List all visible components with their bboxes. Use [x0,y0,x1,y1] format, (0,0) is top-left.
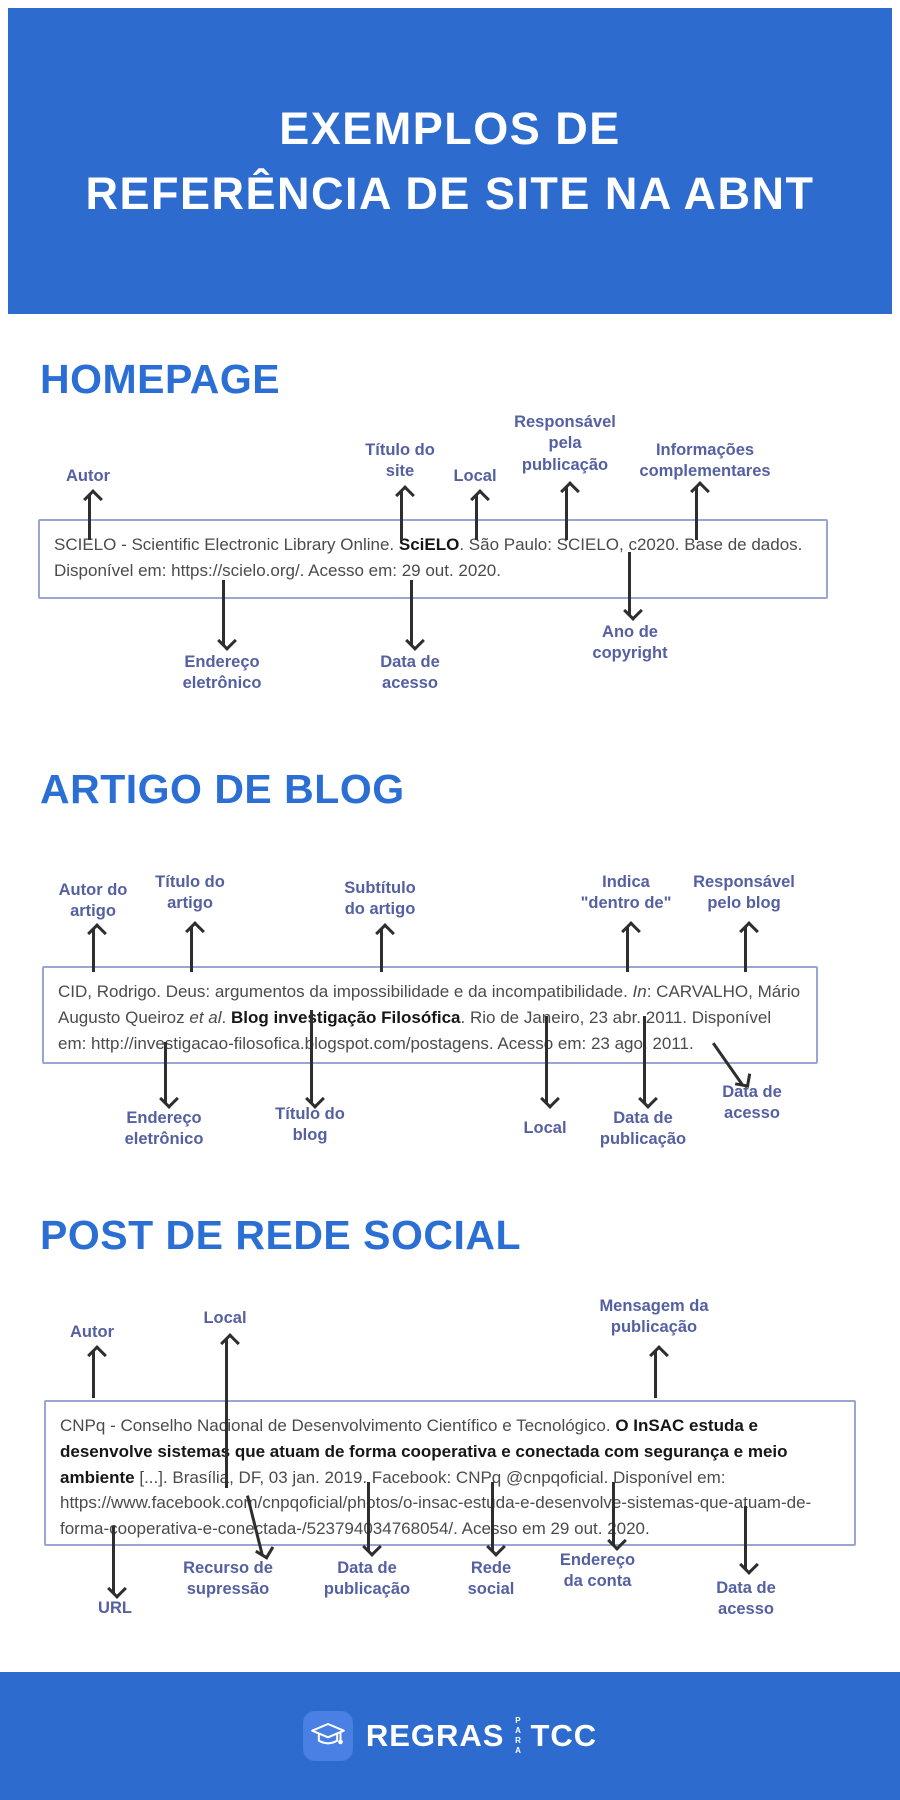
arrow-down-url [112,1526,115,1594]
label-titulo-do-site: Título do site [365,441,435,481]
graduation-cap-icon [308,1714,348,1759]
arrow-up-titulo-do-artigo [190,926,193,972]
arrow-up-autor-post [92,1350,95,1398]
label-recurso-de-supressao: Recurso de supressão [183,1559,273,1599]
arrow-down-ano-de-copyright [628,552,631,616]
arrow-down-data-de-publicacao-blog [643,1016,646,1104]
arrow-up-local-post [225,1338,228,1488]
arrow-up-titulo-do-site [400,490,403,540]
label-data-de-acesso: Data de acesso [380,653,440,693]
brand-badge [303,1711,353,1761]
arrow-up-autor-do-artigo [92,928,95,972]
arrow-up-informacoes [695,486,698,540]
label-titulo-do-artigo: Título do artigo [155,873,225,913]
label-indica-dentro-de: Indica "dentro de" [580,873,672,913]
section-heading-artigo-de-blog: ARTIGO DE BLOG [40,766,405,812]
brand-para-text: PARA [513,1716,523,1756]
label-data-de-publicacao-post: Data de publicação [323,1559,411,1599]
arrow-up-indica-dentro-de [626,926,629,972]
footer-banner [0,1672,900,1800]
arrow-up-subtitulo [380,928,383,972]
arrow-up-local [475,494,478,540]
arrow-down-endereco-eletronico [222,580,225,646]
brand-regras-text: REGRAS [365,1718,505,1753]
label-responsavel-pela-publicacao: Responsável pela publicação [514,413,616,474]
label-responsavel-pelo-blog: Responsável pelo blog [693,873,795,913]
arrow-down-data-de-publicacao-post [367,1482,370,1552]
arrow-down-endereco-eletronico-blog [164,1042,167,1104]
label-titulo-do-blog: Título do blog [275,1105,345,1145]
label-autor-post: Autor [70,1323,114,1341]
section-heading-post-rede-social: POST DE REDE SOCIAL [40,1212,522,1258]
label-url: URL [98,1599,132,1617]
section-heading-homepage: HOMEPAGE [40,356,281,402]
label-data-de-publicacao-blog: Data de publicação [599,1109,687,1149]
label-mensagem-da-publicacao: Mensagem da publicação [599,1297,709,1337]
arrow-down-titulo-do-blog [310,1010,313,1104]
arrow-down-data-de-acesso [410,580,413,646]
label-endereco-eletronico: Endereço eletrônico [182,653,262,693]
label-subtitulo-do-artigo: Subtítulo do artigo [344,879,416,919]
reference-box-post: CNPq - Conselho Nacional de Desenvolvimento Científico e Tecnológico. O InSAC estuda e desenvolve sistemas que atuam de forma cooperativa e conectada com segurança e meio ambiente [...]. Brasília, DF, 03 jan. 2019. Facebook: CNPq @cnpqoficial. Disponível em: https://www.facebook.com/cnpqoficial/photos/o-insac-estuda-e-desenvolve-sistemas-que-atuam-de-forma-cooperativa-e-conectada-/523794034768054/. Acesso em 29 out. 2020. [44,1400,856,1546]
label-local-blog: Local [523,1119,567,1137]
label-informacoes-complementares: Informações complementares [639,441,771,481]
label-local-post: Local [203,1309,247,1327]
label-data-de-acesso-post: Data de acesso [716,1579,776,1619]
label-local: Local [453,467,497,485]
arrow-down-endereco-da-conta [612,1482,615,1546]
label-endereco-da-conta: Endereço da conta [559,1551,636,1591]
reference-box-homepage: SCIELO - Scientific Electronic Library Online. SciELO. São Paulo: SCIELO, c2020. Base de dados. Disponível em: https://scielo.org/. Acesso em: 29 out. 2020. [38,519,828,599]
page-title-line2: REFERÊNCIA DE SITE NA ABNT [85,168,815,219]
label-endereco-eletronico-blog: Endereço eletrônico [124,1109,204,1149]
reference-box-blog: CID, Rodrigo. Deus: argumentos da impossibilidade e da incompatibilidade. In: CARVALHO, Mário Augusto Queiroz et al. Blog investigação Filosófica. Rio de Janeiro, 23 abr. 2011. Disponível em: http://investigacao-filosofica.blogspot.com/postagens. Acesso em: 23 ago. 2011. [42,966,818,1064]
label-autor: Autor [66,467,110,485]
page-title-line1: EXEMPLOS DE [279,102,621,154]
label-ano-de-copyright: Ano de copyright [592,623,668,663]
arrow-up-responsavel-pelo-blog [744,926,747,972]
brand-tcc-text: TCC [530,1718,598,1753]
label-data-de-acesso-blog: Data de acesso [722,1083,782,1123]
arrow-down-local-blog [545,1016,548,1104]
arrow-up-autor [88,494,91,540]
arrow-down-data-de-acesso-post [744,1506,747,1570]
header-banner [8,8,892,314]
arrow-up-responsavel [565,486,568,540]
label-rede-social: Rede social [467,1559,515,1599]
arrow-up-mensagem [654,1350,657,1398]
arrow-down-rede-social [491,1482,494,1552]
label-autor-do-artigo: Autor do artigo [58,881,128,921]
